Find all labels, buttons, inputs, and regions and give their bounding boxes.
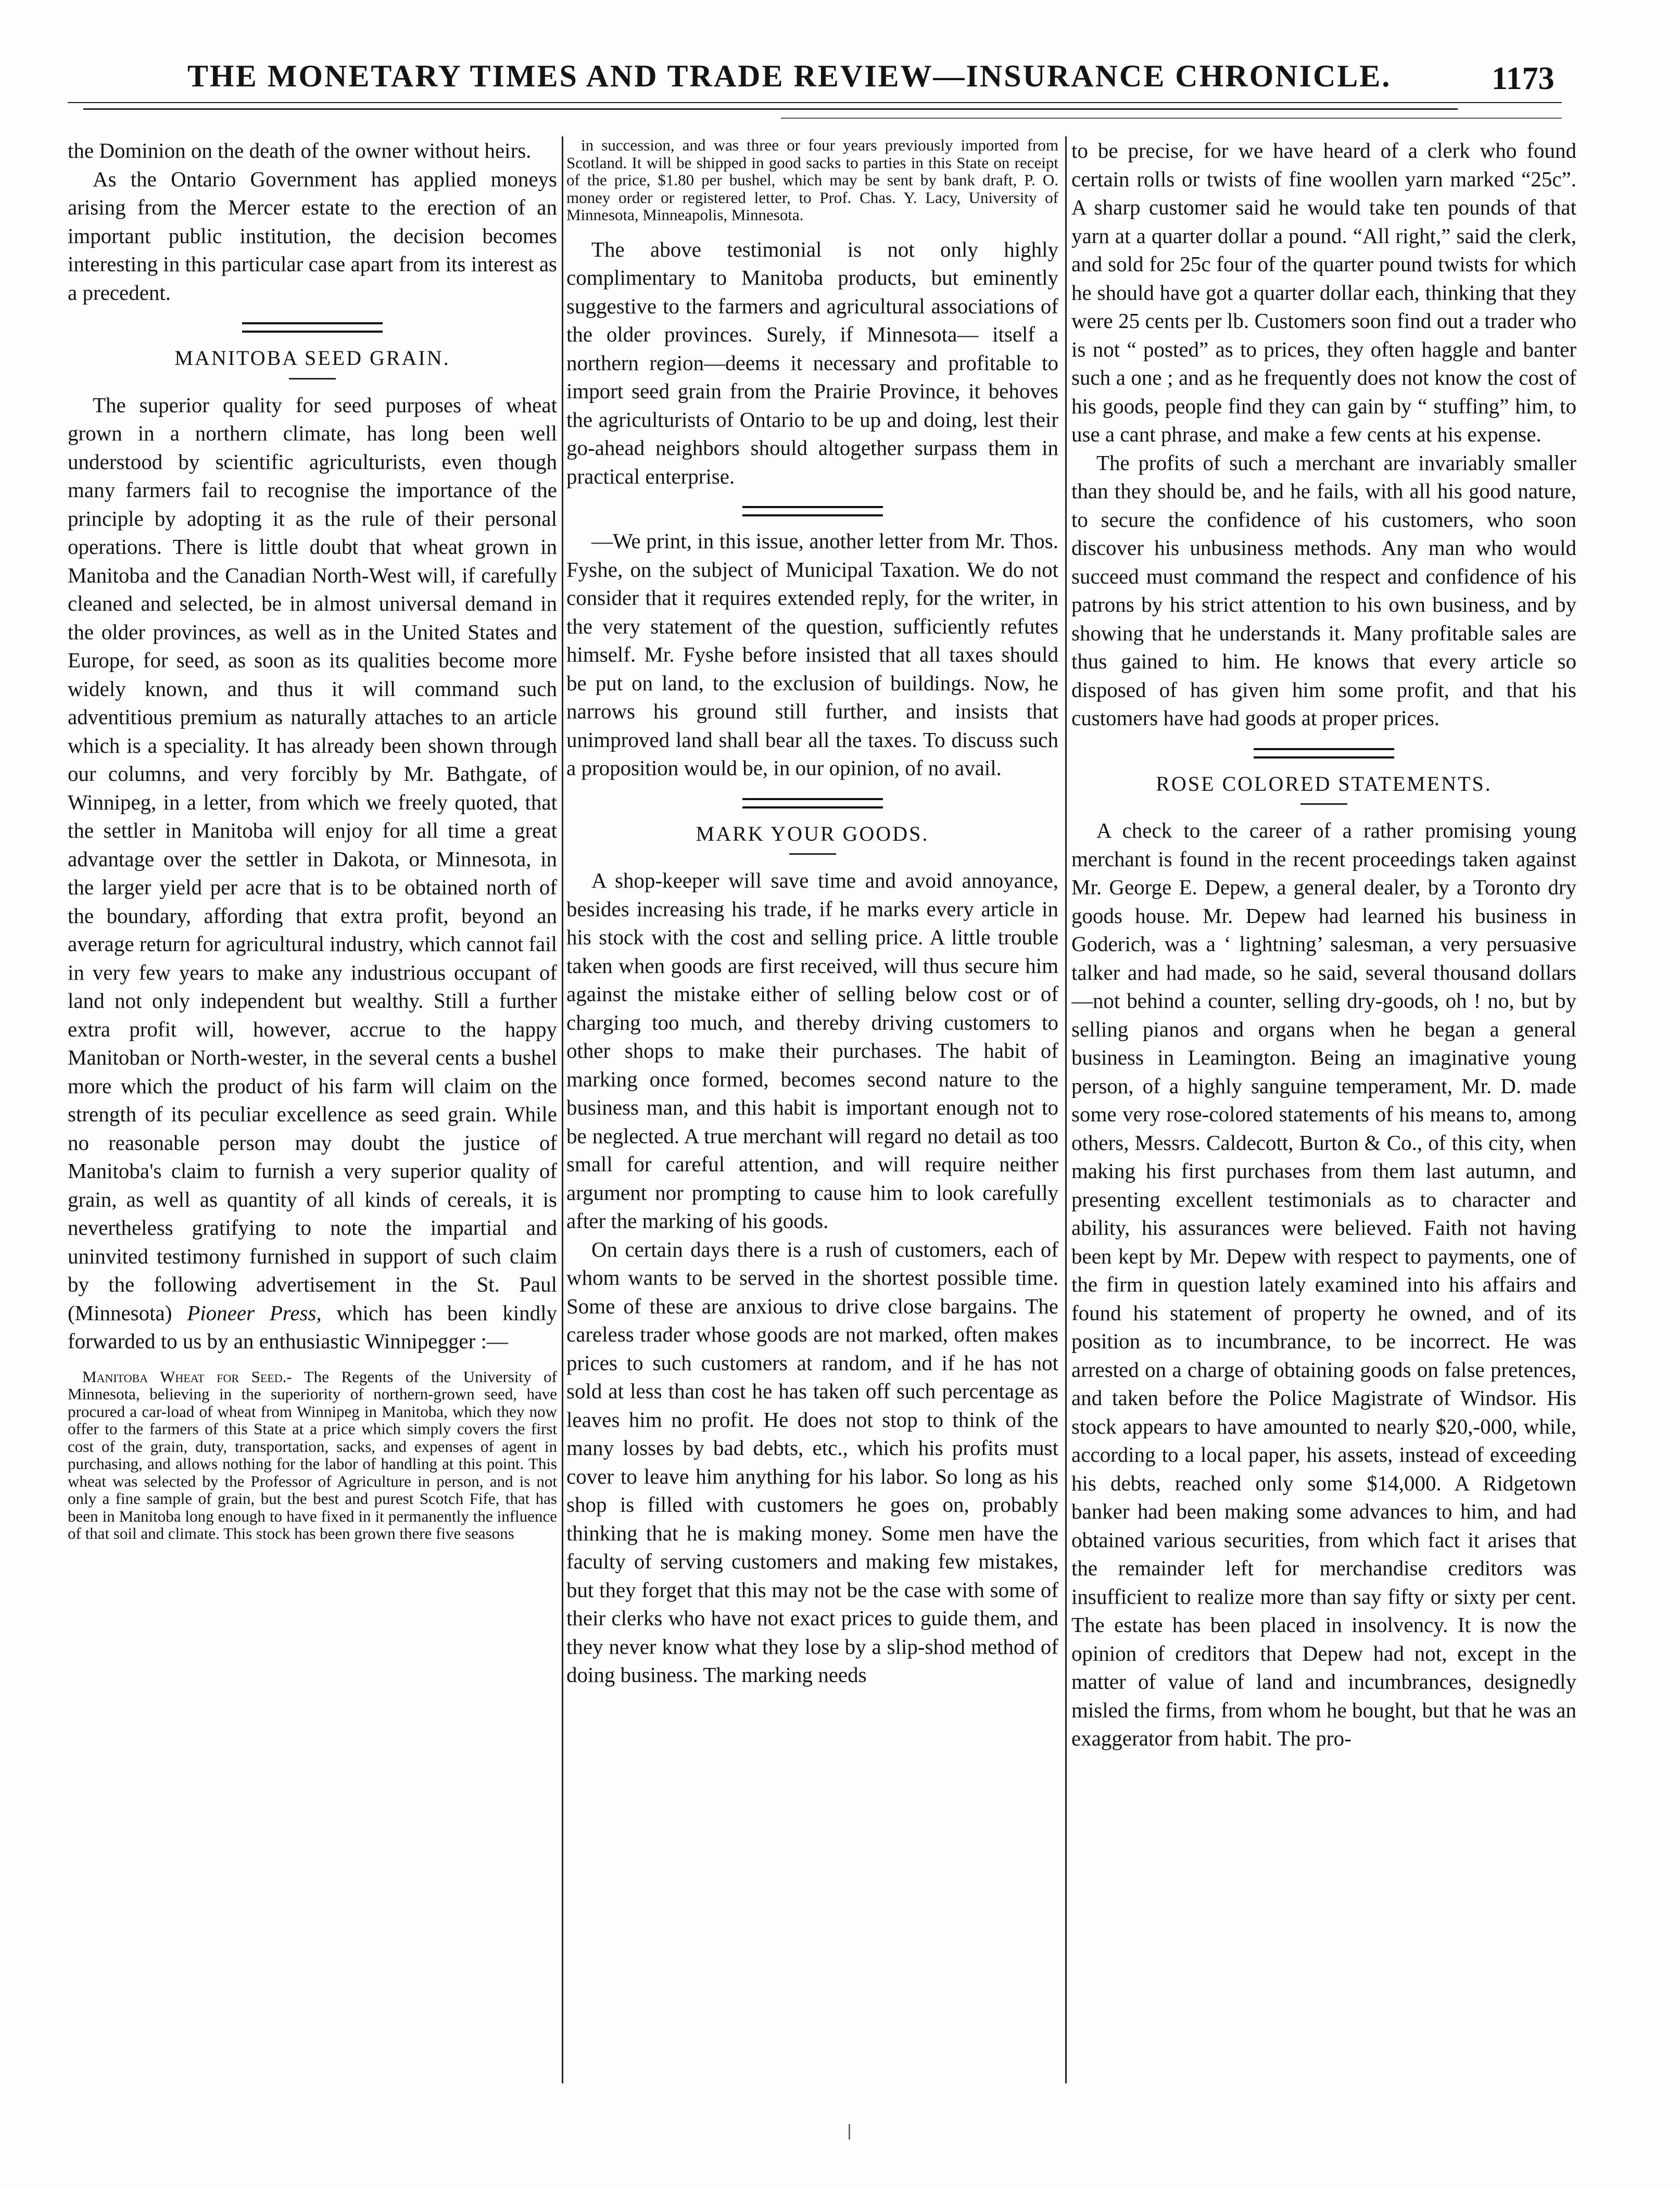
paragraph: —We print, in this issue, another letter from Mr. Thos. Fyshe, on the subject of Municipal Taxation. We do not consider that it requires extended reply, for the writer, in the very statement of the question, sufficiently refutes himself. Mr. Fyshe before insisted that all taxes should be put on land, to the exclusion of buildings. Now, he narrows his ground still further, and insists that unimproved land shall bear all the taxes. To discuss such a proposition would be, in our opinion, of no avail. [566, 529, 1058, 780]
paragraph-text-end: which has been kindly forwarded to us by an enthusiastic Winnipegger :— [68, 1300, 557, 1353]
quoted-advertisement-continued [566, 136, 1058, 224]
column-2 [566, 136, 1058, 2083]
advertisement-body: - The Regents of the University of Minnesota, believing in the superiority of northern-grown seed, have procured a car-load of wheat from Winnipeg in Manitoba, which they now offer to the farmers of this State at a price which simply covers the first cost of the grain, duty, transportation, sacks, and expenses of agent in purchasing, and allows nothing for the labor of handling at this point. This wheat was selected by the Professor of Agriculture in person, and is not only a fine sample of grain, but the best and purest Scotch Fife, that has been in Manitoba long enough to have fixed in it permanently the influence of that soil and climate. This stock has been grown there five seasons [68, 1367, 557, 1542]
masthead [0, 0, 1680, 96]
section-rule [242, 322, 383, 333]
paragraph: The above testimonial is not only highly complimentary to Manitoba products, but eminently suggestive to the farmers and agricultural associations of the older provinces. Surely, if Minnesota— itself a northern region—deems it necessary and profitable to import seed grain from the Prairie Province, it behoves the agriculturists of Ontario to be up and doing, lest their go-ahead neighbors should altogether surpass them in practical enterprise. [566, 237, 1058, 488]
paragraph: The profits of such a merchant are invariably smaller than they should be, and he fails, with all his good nature, to secure the confidence of his customers, who soon discover his unbusiness methods. Any man who would succeed must command the respect and confidence of his patrons by his strict attention to his own business, and by showing that he understands it. Many profitable sales are thus gained to him. He knows that every article so disposed of has given him some profit, and that his customers have had goods at proper prices. [1071, 450, 1576, 730]
paragraph [68, 391, 557, 1356]
header-rule-thin [781, 118, 1562, 119]
paragraph: the Dominion on the death of the owner without heirs. [68, 138, 532, 162]
paragraph: As the Ontario Government has applied moneys arising from the Mercer estate to the erection of an important public institution, the decision becomes interesting in this particular case apart from its interest as a precedent. [68, 167, 557, 305]
paragraph: On certain days there is a rush of customers, each of whom wants to be served in the shortest possible time. Some of these are anxious to drive close bargains. The careless trader whose goods are not marked, often makes prices to such customers at random, and if he has not sold at less than cost he has taken off such percentage as leaves him no profit. He does not stop to think of the many losses by bad debts, etc., which his profits must cover to leave him anything for his labor. So long as his shop is filled with customers he goes on, probably thinking that he is making money. Some men have the faculty of serving customers and making few mistakes, but they forget that this may not be the case with some of their clerks who have not exact prices to guide them, and they never know what they lose by a slip-shod method of doing business. The marking needs [566, 1237, 1058, 1687]
section-rule [742, 798, 883, 808]
advertisement-text: in succession, and was three or four years previously imported from Scotland. It will be shipped in good sacks to parties in this State on receipt of the price, $1.80 per bushel, which may be sent by bank draft, P. O. money order or registered letter, to Prof. Chas. Y. Lacy, University of Minnesota, Minneapolis, Minnesota. [566, 136, 1058, 224]
section-rule [1254, 748, 1394, 758]
article-heading: MARK YOUR GOODS. [696, 821, 929, 845]
paragraph: A shop-keeper will save time and avoid annoyance, besides increasing his trade, if he marks every article in his stock with the cost and selling price. A little trouble taken when goods are first received, will thus secure him against the mistake either of selling below cost or of charging too much, and thereby driving customers to other shops to make their purchases. The habit of marking once formed, becomes second nature to the business man, and this habit is important enough not to be neglected. A true merchant will regard no detail as too small for careful attention, and will require neither argument nor prompting to cause him to look carefully after the marking of his goods. [566, 868, 1058, 1233]
print-mark [849, 2124, 850, 2140]
advertisement-lead: Manitoba Wheat for Seed. [82, 1367, 287, 1386]
quoted-advertisement [68, 1368, 557, 1542]
heading-rule [289, 378, 336, 380]
column-1 [68, 136, 557, 2083]
paragraph: to be precise, for we have heard of a clerk who found certain rolls or twists of fine woollen yarn marked “25c”. A sharp customer said he would take ten pounds of that yarn at a quarter dollar a pound. “All right,” said the clerk, and sold for 25c four of the quarter pound twists for which he should have got a quarter dollar each, thinking that they were 25 cents per lb. Customers soon find out a trader who is not “ posted” as to prices, they often haggle and banter such a one ; and as he frequently does not know the cost of his goods, people find they can gain by “ stuffing” him, to use a cant phrase, and make a few cents at his expense. [1071, 138, 1576, 446]
advertisement-text [68, 1368, 557, 1542]
heading-rule [789, 853, 836, 855]
article-heading: MANITOBA SEED GRAIN. [174, 346, 450, 370]
paragraph-text: The superior quality for seed purposes of wheat grown in a northern climate, has long been well understood by scientific agriculturists, even though many farmers fail to recognise the importance of the principle by adopting it as the rule of their personal operations. There is little doubt that wheat grown in Manitoba and the Canadian North-West will, if carefully cleaned and selected, be in almost universal demand in the older provinces, as well as in the United States and Europe, for seed, as soon as its qualities become more widely known, and thus it will command such adventitious premium as naturally attaches to an article which is a speciality. It has already been shown through our columns, and very forcibly by Mr. Bathgate, of Winnipeg, in a letter, from which we freely quoted, that the settler in Manitoba will enjoy for all time a great advantage over the settler in Dakota, or Minnesota, in the larger yield per acre that is to be obtained north of the boundary, affording that extra profit, beyond an average return for agricultural industry, which cannot fail in very few years to make any industrious occupant of land not only independent but wealthy. Still a further extra profit will, however, accrue to the happy Manitoban or North-wester, in the several cents a bushel more which the product of his farm will claim on the strength of its peculiar excellence as seed grain. While no reasonable person may doubt the justice of Manitoba's claim to furnish a very superior quality of grain, as well as quantity of all kinds of cereals, it is nevertheless gratifying to note the impartial and uninvited testimony furnished in support of such claim by the following advertisement in the St. Paul (Minnesota) [68, 393, 557, 1325]
newspaper-title: Pioneer Press, [187, 1300, 322, 1325]
column-3 [1071, 136, 1576, 2083]
heading-rule [1300, 803, 1347, 805]
header-rule [68, 102, 1562, 103]
article-heading: ROSE COLORED STATEMENTS. [1156, 772, 1492, 795]
paragraph: A check to the career of a rather promising young merchant is found in the recent proceedings taken against Mr. George E. Depew, a general dealer, by a Toronto dry goods house. Mr. Depew had learned his business in Goderich, was a ‘ lightning’ salesman, a very persuasive talker and had made, so he said, several thousand dollars—not behind a counter, selling dry-goods, oh ! no, but by selling pianos and organs when he began a general business in Leamington. Being an imaginative young person, of a highly sanguine temperament, Mr. D. made some very rose-colored statements of his means to, among others, Messrs. Caldecott, Burton & Co., of this city, when making his first purchases from them last autumn, and presenting excellent testimonials as to character and ability, his assurances were believed. Faith not having been kept by Mr. Depew with respect to payments, one of the firm in question lately examined into his affairs and found his statement of property he owned, and of its position as to incumbrance, to be incorrect. He was arrested on a charge of obtaining goods on false pretences, and taken before the Police Magistrate of Windsor. His stock appears to have amounted to nearly $20,-000, while, according to a local paper, his assets, instead of exceeding his debts, reached only some $14,000. A Ridgetown banker had been making some advances to him, and had obtained various securities, from which fact it arises that the remainder left for merchandise creditors was insufficient to realize more than say fifty or sixty per cent. The estate has been placed in insolvency. It is now the opinion of creditors that Depew had not, except in the matter of value of land and incumbrances, designedly misled the firms, from whom he bought, but that he was an exaggerator from habit. The pro- [1071, 818, 1576, 1750]
publication-title: THE MONETARY TIMES AND TRADE REVIEW—INSURANCE CHRONICLE. [187, 59, 1392, 93]
page-number: 1173 [1492, 61, 1555, 96]
column-divider-left [562, 136, 563, 2083]
column-divider-right [1065, 136, 1067, 2083]
header-rule-double [83, 108, 1458, 110]
section-rule [742, 506, 883, 516]
